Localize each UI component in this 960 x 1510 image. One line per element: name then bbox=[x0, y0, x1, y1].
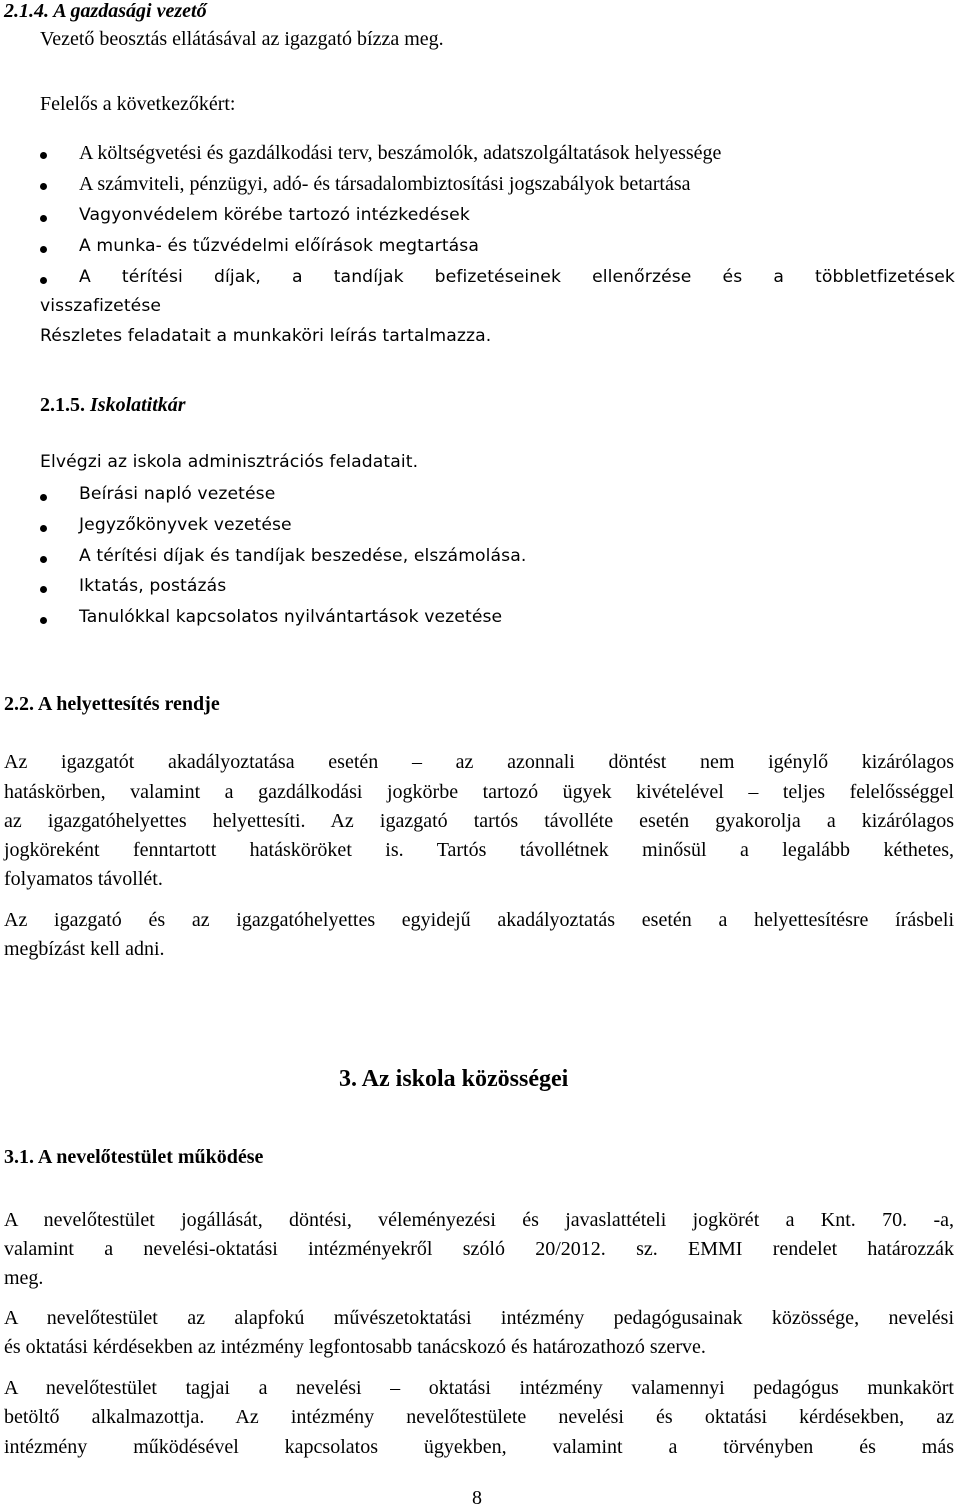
bullet-icon bbox=[40, 586, 47, 593]
paragraph-line: intézmény működésével kapcsolatos ügyekben, valamint a törvényben és más bbox=[4, 1436, 954, 1458]
paragraph-line: A nevelőtestület tagjai a nevelési – oktatási intézmény valamennyi pedagógus munkakört bbox=[4, 1377, 954, 1399]
bullet-icon bbox=[40, 277, 47, 284]
chapter-title: 3. Az iskola közösségei bbox=[339, 1066, 569, 1092]
list-item-text: A térítési díjak és tandíjak beszedése, elszámolása. bbox=[79, 546, 527, 566]
section-heading-2-1-4: 2.1.4. A gazdasági vezető bbox=[4, 0, 207, 22]
paragraph-line: A nevelőtestület jogállását, döntési, véleményezési és javaslattételi jogkörét a Knt. 70. -a, bbox=[4, 1209, 954, 1231]
paragraph-responsible: Felelős a következőkért: bbox=[40, 93, 236, 115]
paragraph-line: megbízást kell adni. bbox=[4, 938, 165, 960]
section-heading-3-1: 3.1. A nevelőtestület működése bbox=[4, 1146, 264, 1168]
list-item-text: Vagyonvédelem körébe tartozó intézkedések bbox=[79, 205, 470, 225]
list-item-continuation: visszafizetése bbox=[40, 296, 162, 316]
section-heading-2-2: 2.2. A helyettesítés rendje bbox=[4, 693, 220, 715]
list-item-text: Iktatás, postázás bbox=[79, 576, 227, 596]
bullet-icon bbox=[40, 215, 47, 222]
paragraph-details: Részletes feladatait a munkaköri leírás tartalmazza. bbox=[40, 326, 492, 346]
paragraph-line: folyamatos távollét. bbox=[4, 868, 163, 890]
paragraph-line: betöltő alkalmazottja. Az intézmény nevelőtestülete nevelési és oktatási kérdésekben, az bbox=[4, 1406, 954, 1428]
paragraph-line: A nevelőtestület az alapfokú művészetoktatási intézmény pedagógusainak közössége, nevelési bbox=[4, 1307, 954, 1329]
list-item-text: A számviteli, pénzügyi, adó- és társadalombiztosítási jogszabályok betartása bbox=[79, 173, 691, 195]
paragraph-line: jogköreként fenntartott hatásköröket is. Tartós távollétnek minősül a legalább kéthetes, bbox=[4, 839, 954, 861]
list-item-text: Jegyzőkönyvek vezetése bbox=[79, 515, 292, 535]
paragraph-line: az igazgatóhelyettes helyettesíti. Az igazgató tartós távolléte esetén gyakorolja a kizárólagos bbox=[4, 810, 954, 832]
paragraph-line: Az igazgató és az igazgatóhelyettes egyidejű akadályoztatás esetén a helyettesítésre írásbeli bbox=[4, 909, 954, 931]
paragraph-intro: Vezető beosztás ellátásával az igazgató bízza meg. bbox=[40, 28, 444, 50]
list-item-text: A térítési díjak, a tandíjak befizetéseinek ellenőrzése és a többletfizetések bbox=[79, 267, 955, 287]
list-item-text: A költségvetési és gazdálkodási terv, beszámolók, adatszolgáltatások helyessége bbox=[79, 142, 722, 164]
list-item-text: Beírási napló vezetése bbox=[79, 484, 276, 504]
page-number: 8 bbox=[472, 1487, 482, 1509]
paragraph-intro: Elvégzi az iskola adminisztrációs feladatait. bbox=[40, 452, 419, 472]
paragraph-line: és oktatási kérdésekben az intézmény legfontosabb tanácskozó és határozathozó szerve. bbox=[4, 1336, 706, 1358]
list-item-text: A munka- és tűzvédelmi előírások megtartása bbox=[79, 236, 479, 256]
bullet-icon bbox=[40, 525, 47, 532]
bullet-icon bbox=[40, 556, 47, 563]
bullet-icon bbox=[40, 617, 47, 624]
bullet-icon bbox=[40, 246, 47, 253]
heading-title: Iskolatitkár bbox=[90, 394, 186, 416]
paragraph-line: valamint a nevelési-oktatási intézményekről szóló 20/2012. sz. EMMI rendelet határozzák bbox=[4, 1238, 954, 1260]
paragraph-line: meg. bbox=[4, 1267, 44, 1289]
paragraph-line: hatáskörben, valamint a gazdálkodási jogkörbe tartozó ügyek kivételével – teljes felelősséggel bbox=[4, 781, 954, 803]
bullet-icon bbox=[40, 183, 47, 190]
paragraph-line: Az igazgatót akadályoztatása esetén – az azonnali döntést nem igénylő kizárólagos bbox=[4, 751, 954, 773]
heading-number: 2.1.5. bbox=[40, 394, 85, 416]
bullet-icon bbox=[40, 152, 47, 159]
bullet-icon bbox=[40, 494, 47, 501]
section-heading-2-1-5 bbox=[40, 394, 186, 417]
list-item-text: Tanulókkal kapcsolatos nyilvántartások vezetése bbox=[79, 607, 503, 627]
